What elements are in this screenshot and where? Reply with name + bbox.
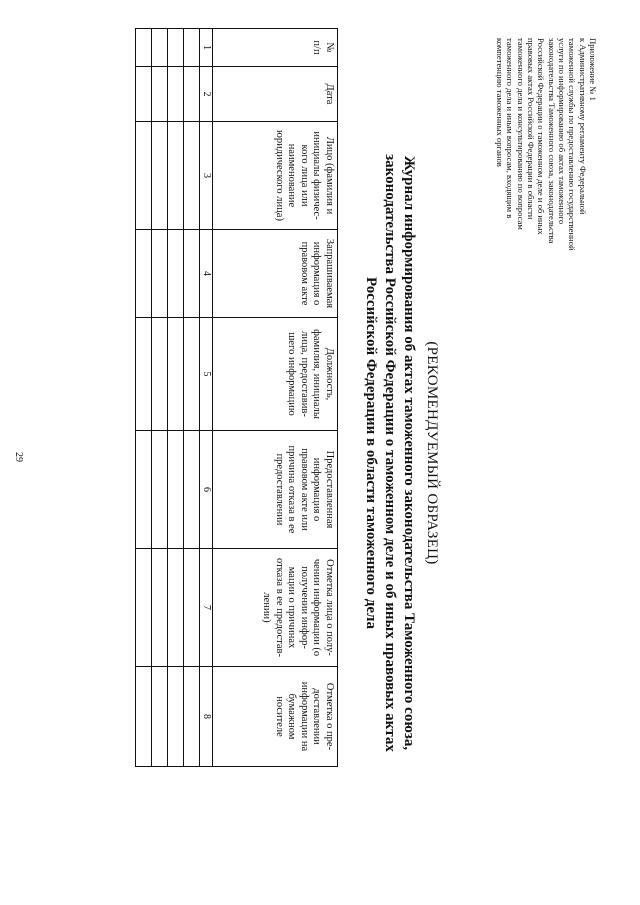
table-row [136,29,152,767]
header-cell: Отметка лица о полу- чении информации (о получении инфор- мации о причинах отказа в ее предостав- лении) [213,549,338,667]
header-row [213,29,338,767]
table-cell [152,122,168,230]
table-cell [152,431,168,549]
table-cell [136,230,152,318]
table-cell [152,549,168,667]
appendix-line: компетенцию таможенных органов [495,38,506,167]
appendix-line: таможенного дела и консультированию по вопросам [515,38,526,230]
header-cell: Предоставленная информация о правовом акте или причина отказа в ее предоставлении [213,431,338,549]
table-cell [168,431,184,549]
table-row [184,29,200,767]
header-cell: Лицо (фамилия и инициалы физичес- кого лица или наименование юридического лица) [213,122,338,230]
table-cell [136,29,152,67]
header-cell: Запрашиваемая информация о правовом акте [213,230,338,318]
column-number: 6 [200,431,213,549]
column-number: 5 [200,318,213,431]
recommended-sample-label: (РЕКОМЕНДУЕМЫЙ ОБРАЗЕЦ) [424,341,440,565]
table-cell [184,318,200,431]
table-cell [136,318,152,431]
table-cell [152,29,168,67]
appendix-line: услуги по информированию об актах таможенного [557,38,568,225]
table-row [168,29,184,767]
table-cell [184,549,200,667]
table-cell [184,431,200,549]
title-line: законодательства Российской Федерации о таможенном деле и об иных правовых актах [381,154,398,752]
table-cell [168,29,184,67]
table-cell [168,230,184,318]
table-row [152,29,168,767]
table-cell [168,67,184,122]
title-line: Журнал информирования об актах таможенного законодательства Таможенного союза, [401,155,417,751]
table-cell [136,667,152,767]
table-cell [184,67,200,122]
table-cell [184,122,200,230]
column-number: 4 [200,230,213,318]
column-number: 3 [200,122,213,230]
table-cell [136,549,152,667]
table-cell [184,29,200,67]
table-cell [168,549,184,667]
table-cell [152,67,168,122]
appendix-line: к Административному регламенту Федеральной [577,38,588,215]
page-number: 29 [13,452,24,462]
column-number: 2 [200,67,213,122]
appendix-line: таможенного дела и иным вопросам, входящим в [505,38,516,219]
table-cell [136,122,152,230]
table-cell [152,667,168,767]
header-cell: № п/п [213,29,338,67]
column-number-row [200,29,213,767]
table-cell [168,122,184,230]
table-cell [168,667,184,767]
header-cell: Отметка о пре- доставлении информации на бумажном носителе [213,667,338,767]
journal-title [360,18,418,888]
appendix-line: таможенной службы по предоставлению государственной [567,38,578,251]
table-cell [184,667,200,767]
rotated-page-content [20,18,620,888]
header-cell: Должность, фамилия, инициалы лица, предоставив- шего информацию [213,318,338,431]
journal-table [135,28,338,767]
appendix-note [495,38,598,308]
column-number: 1 [200,29,213,67]
appendix-line: законодательства Таможенного союза, законодательства [546,38,557,244]
table-cell [168,318,184,431]
appendix-line: Российской Федерации о таможенном деле и об иных [536,38,547,235]
table-cell [152,230,168,318]
column-number: 8 [200,667,213,767]
table-cell [152,318,168,431]
appendix-line: правовых актах Российской Федерации в области [526,38,537,220]
table-cell [184,230,200,318]
appendix-line: Приложение № 1 [588,38,598,101]
table-cell [136,67,152,122]
journal-table-wrap [135,28,338,767]
table-cell [136,431,152,549]
title-line: Российской Федерации в области таможенного дела [362,277,379,629]
column-number: 7 [200,549,213,667]
header-cell: Дата [213,67,338,122]
